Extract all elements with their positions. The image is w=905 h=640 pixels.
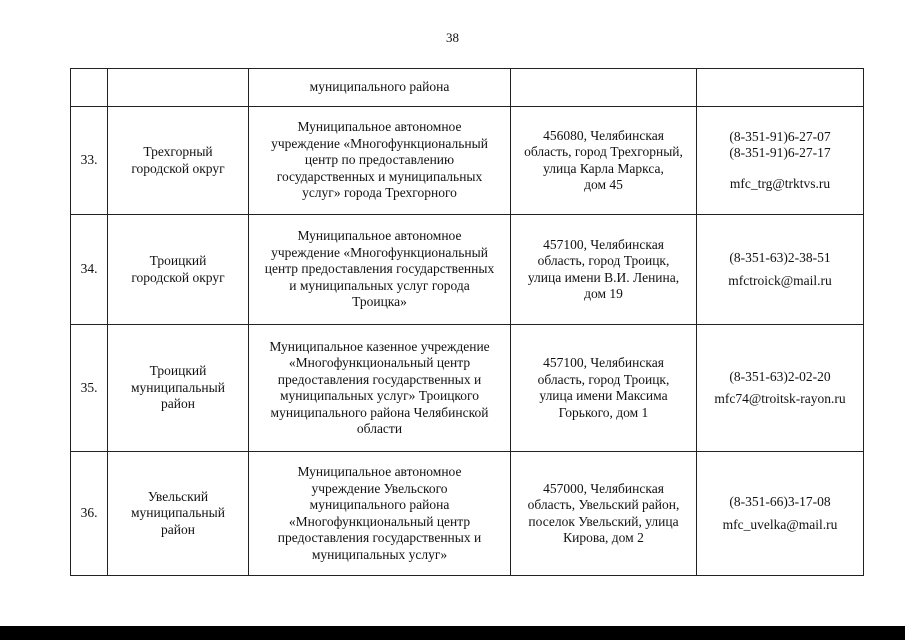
district-line: район [161, 396, 195, 412]
phone-number: (8-351-91)6-27-07 [729, 128, 831, 144]
name-line: муниципального района [309, 497, 450, 512]
address-line: улица имени Максима [539, 388, 668, 403]
cell-name [249, 69, 511, 107]
address-line: дом 19 [584, 286, 623, 301]
address-line: Кирова, дом 2 [563, 530, 644, 545]
name-line: Муниципальное автономное [297, 119, 462, 135]
district-line: район [161, 521, 195, 537]
cell-num [71, 69, 108, 107]
district-line: городской округ [131, 269, 225, 285]
cell-district [108, 69, 249, 107]
cell-contacts [697, 69, 864, 107]
row-number: 34. [80, 261, 98, 277]
name-line: муниципального района Челябинской [270, 404, 489, 420]
name-line: центр предоставления государственных [264, 261, 495, 277]
name-line: Муниципальное казенное учреждение [269, 338, 490, 354]
address-line: улица имени В.И. Ленина, [527, 269, 680, 285]
district-line: городской округ [131, 160, 225, 176]
name-line: учреждение Увельского [311, 480, 448, 496]
address-line: Горького, дом 1 [558, 404, 649, 420]
cell-num [71, 215, 108, 325]
email-address: mfc_trg@trktvs.ru [729, 175, 831, 191]
mfc-table [70, 68, 864, 576]
cell-name [249, 452, 511, 576]
cell-contacts [697, 325, 864, 452]
name-line: предоставления государственных и [277, 530, 482, 545]
address-line: область, город Троицк, [537, 253, 670, 268]
name-line: «Многофункциональный центр [288, 355, 471, 370]
table-row [71, 452, 864, 576]
district-line: Троицкий [149, 253, 207, 268]
name-line: муниципальных услуг» [311, 546, 448, 562]
name-line: государственных и муниципальных [276, 168, 483, 184]
cell-address [511, 452, 697, 576]
address-line: поселок Увельский, улица [528, 513, 679, 529]
address-line: 457100, Челябинская [543, 236, 664, 252]
phone-number: (8-351-63)2-02-20 [729, 368, 831, 384]
cell-name [249, 107, 511, 215]
cell-address [511, 107, 697, 215]
name-line: Муниципальное автономное [297, 464, 462, 479]
cell-name [249, 215, 511, 325]
name-line: Троицка» [352, 294, 407, 310]
cell-address [511, 69, 697, 107]
district-line: Увельский [147, 488, 209, 504]
scan-edge-bar [0, 626, 905, 640]
email-address: mfc74@troitsk-rayon.ru [714, 391, 846, 406]
name-line: учреждение «Многофункциональный [271, 244, 488, 260]
name-line: и муниципальных услуг города [289, 277, 470, 293]
district-line: Трехгорный [143, 144, 213, 159]
phone-number: (8-351-66)3-17-08 [729, 494, 831, 509]
address-line: область, Увельский район, [527, 497, 680, 512]
cell-num [71, 452, 108, 576]
address-line: 456080, Челябинская [543, 127, 664, 143]
address-line: область, город Трехгорный, [524, 144, 683, 159]
table-row [71, 107, 864, 215]
name-line: услуг» города Трехгорного [302, 185, 457, 201]
cell-district [108, 325, 249, 452]
continuation-name: муниципального района [309, 79, 450, 95]
cell-contacts [697, 215, 864, 325]
cell-address [511, 215, 697, 325]
cell-district [108, 452, 249, 576]
name-line: Муниципальное автономное [297, 228, 462, 244]
district-line: Троицкий [149, 363, 207, 379]
address-line: 457100, Челябинская [543, 355, 664, 370]
cell-address [511, 325, 697, 452]
name-line: области [356, 421, 403, 436]
cell-contacts [697, 452, 864, 576]
row-number: 36. [80, 505, 98, 521]
name-line: муниципальных услуг» Троицкого [280, 388, 479, 403]
page-number: 38 [446, 30, 459, 45]
address-line: область, город Троицк, [537, 371, 670, 387]
address-line: улица Карла Маркса, [543, 160, 664, 176]
cell-contacts [697, 107, 864, 215]
address-line: дом 45 [584, 177, 623, 192]
district-line: муниципальный [131, 505, 225, 521]
cell-num [71, 107, 108, 215]
phone-number: (8-351-91)6-27-17 [729, 145, 831, 161]
cell-name [249, 325, 511, 452]
email-address: mfctroick@mail.ru [728, 272, 832, 288]
phone-number: (8-351-63)2-38-51 [729, 250, 831, 265]
email-address: mfc_uvelka@mail.ru [722, 516, 838, 532]
name-line: центр по предоставлению [304, 152, 455, 168]
row-number: 33. [80, 152, 98, 168]
address-line: 457000, Челябинская [543, 480, 664, 496]
table-row [71, 325, 864, 452]
cell-district [108, 215, 249, 325]
name-line: «Многофункциональный центр [288, 513, 471, 529]
row-number: 35. [80, 379, 98, 395]
table-row [71, 215, 864, 325]
name-line: учреждение «Многофункциональный [271, 135, 488, 151]
district-line: муниципальный [131, 379, 225, 395]
cell-district [108, 107, 249, 215]
cell-num [71, 325, 108, 452]
name-line: предоставления государственных и [277, 371, 482, 387]
table-row-continuation [71, 69, 864, 107]
